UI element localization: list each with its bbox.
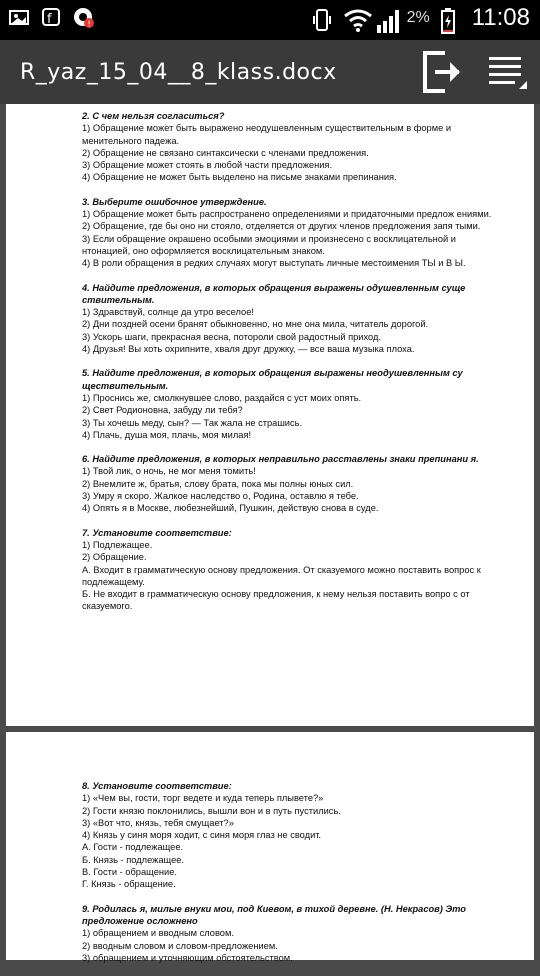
answer-line: 3) обращением и уточняющим обстоятельством. — [82, 952, 293, 963]
answer-line: 1) Проснись же, смолкнувшее слово, раздайся с уст моих опять. — [82, 392, 362, 403]
answer-line: В. Гости - обращение. — [82, 867, 177, 878]
question-block — [82, 110, 502, 184]
answer-line: 2) вводным словом и словом-предложением. — [82, 940, 278, 951]
answer-line: 2) Обращение не связано синтаксически с членами предложения. — [82, 147, 369, 158]
answer-line: 1) Здравствуй, солнце да утро веселое! — [82, 307, 254, 318]
svg-text:!: ! — [87, 19, 91, 29]
signal-icon — [375, 7, 397, 29]
document-page-2[interactable] — [6, 732, 534, 963]
answer-line: 1) Обращение может быть распространено определениями и придаточными предлож ениями. — [82, 209, 492, 220]
question-title: 5. Найдите предложения, в которых обращения выражены неодушевленным су ществительным. — [82, 368, 463, 391]
clock: 11:08 — [471, 4, 530, 31]
answer-line: 3) Если обращение окрашено особыми эмоциями и произнесено с восклицательной и нтонацией, оно оформляется восклицательным знаком. — [82, 233, 456, 256]
answer-line: 2) Обращение, где бы оно ни стояло, отделяется от других членов предложения запя тыми. — [82, 221, 481, 232]
menu-icon — [485, 49, 531, 100]
export-button[interactable] — [414, 48, 466, 100]
answer-line: 4) Опять я в Москве, любезнейший, Пушкин, действую снова в суде. — [82, 503, 379, 514]
answer-line: 3) Умру я скоро. Жалкое наследство о, Родина, оставлю я тебе. — [82, 491, 359, 502]
question-title: 6. Найдите предложения, в которых неправильно расставлены знаки препинани я. — [82, 454, 479, 465]
answer-line: 1) Обращение может быть выражено неодушевленным существительным в форме и менительного падежа. — [82, 123, 452, 146]
battery-percent: 2% — [406, 9, 430, 26]
question-block — [82, 282, 502, 356]
answer-line: 3) Обращение может стоять в любой части предложения. — [82, 160, 333, 171]
page-1-content — [82, 110, 502, 625]
wifi-icon — [343, 7, 365, 29]
answer-line: 1) «Чем вы, гости, торг ведете и куда теперь плывете?» — [82, 793, 324, 804]
question-block — [82, 780, 502, 891]
answer-line: 4) В роли обращения в редких случаях могут выступать личные местоимения ТЫ и В Ы. — [82, 258, 466, 269]
answer-line: 3) Ты хочешь меду, сын? — Так жала не страшись. — [82, 417, 303, 428]
answer-line: 4) Обращение не может быть выделено на письме знаками препинания. — [82, 172, 397, 183]
question-title: 3. Выберите ошибочное утверждение. — [82, 196, 267, 207]
svg-text:f: f — [47, 12, 52, 27]
page-2-content — [82, 780, 502, 976]
app-bar — [0, 40, 540, 104]
question-title: 9. Родилась я, милые внуки мои, под Киевом, в тихой деревне. (Н. Некрасов) Это предложение осложнено — [82, 903, 466, 926]
document-page-1[interactable] — [6, 104, 534, 726]
status-bar — [0, 0, 540, 40]
question-title: 4. Найдите предложения, в которых обращения выражены одушевленным суще ствительным. — [82, 282, 466, 305]
answer-line: 4) Князь у синя моря ходит, с синя моря глаз не сводит. — [82, 830, 322, 841]
question-title: 7. Установите соответствие: — [82, 527, 232, 538]
answer-line: Г. Князь - обращение. — [82, 879, 176, 890]
answer-line: Б. Князь - подлежащее. — [82, 854, 184, 865]
answer-line: 3) «Вот что, князь, тебя смущает?» — [82, 817, 234, 828]
document-title: R_yaz_15_04__8_klass.docx — [20, 60, 337, 85]
answer-line: Б. Не входит в грамматическую основу предложения, к нему нельзя поставить вопро с от сказуемого. — [82, 589, 470, 612]
question-block — [82, 367, 502, 441]
question-block — [82, 527, 502, 613]
fb-icon — [40, 6, 62, 28]
question-title: 8. Установите соответствие: — [82, 781, 232, 791]
answer-line: А. Входит в грамматическую основу предложения. От сказуемого можно поставить вопрос к подлежащему. — [82, 564, 481, 587]
battery-charging-icon — [440, 7, 462, 29]
menu-button[interactable] — [482, 48, 534, 100]
answer-line: 2) Дни поздней осени бранят обыкновенно, но мне она мила, читатель дорогой. — [82, 319, 429, 330]
question-title: 2. С чем нельзя согласиться? — [82, 111, 225, 121]
answer-line: 2) Обращение. — [82, 552, 147, 563]
question-block — [82, 196, 502, 270]
answer-line: 2) Гости князю поклонились, вышли вон и в путь пустились. — [82, 805, 341, 816]
answer-line: 1) обращением и вводным словом. — [82, 928, 234, 939]
answer-line: 2) Внемлите ж, братья, слову брата, пока мы полны юных сил. — [82, 478, 354, 489]
alert-icon — [72, 6, 94, 28]
answer-line: 2) Свет Родионовна, забуду ли тебя? — [82, 405, 243, 416]
answer-line: 4) Друзья! Вы хоть охрипните, хваля друг дружку, — все ваша музыка плоха. — [82, 344, 415, 355]
answer-line: 1) Подлежащее. — [82, 539, 153, 550]
export-icon — [415, 47, 465, 102]
question-block — [82, 903, 502, 964]
vibrate-icon — [311, 7, 333, 29]
answer-line: А. Гости - подлежащее. — [82, 842, 184, 853]
photo-icon — [8, 6, 30, 28]
answer-line: 1) Твой лик, о ночь, не мог меня томить! — [82, 466, 256, 477]
answer-line: 3) Ускорь шаги, прекрасная весна, потороли свой радостный приход. — [82, 331, 382, 342]
question-block — [82, 453, 502, 514]
answer-line: 4) Плачь, душа моя, плачь, моя милая! — [82, 429, 252, 440]
